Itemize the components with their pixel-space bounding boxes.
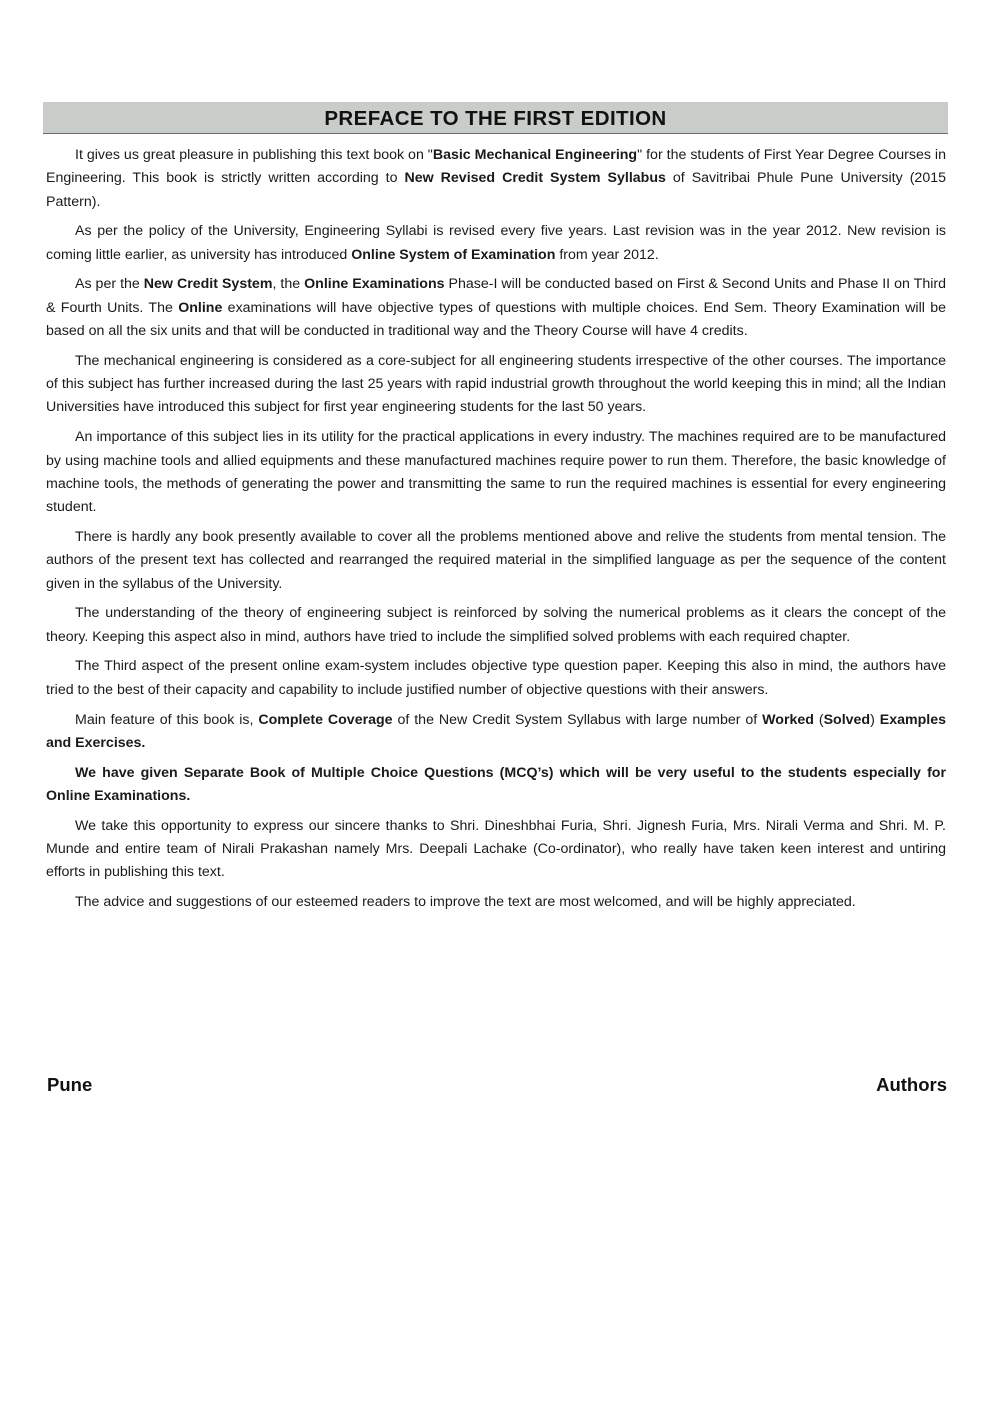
coverage-emphasis: Complete Coverage [258,711,393,728]
text-run: Phase-I will be conducted based on First & Second Units and Phase II on Third & Fourth Units. The [46,276,946,316]
paragraph-11: We take this opportunity to express our sincere thanks to Shri. Dineshbhai Furia, Shri. Jignesh Furia, Mrs. Nirali Verma and Shri. M. P. Munde and entire team of Nirali Prakashan namely Mrs. Deepali Lachake (Co-ordinator), who really have taken keen interest and untiring efforts in publishing this text. [46,817,946,881]
paragraph-9 [46,709,946,756]
signature-footer [47,1074,947,1096]
book-title-emphasis: Basic Mechanical Engineering [432,147,638,163]
text-run: from year 2012. [555,246,659,263]
text-run: , the [272,276,305,293]
syllabus-emphasis: New Revised Credit System Syllabus [404,170,666,187]
text-run: As per the policy of the University, Engineering Syllabi is revised every five years. Last revision was in the year 2012. New revision is coming little earlier, as university has introduced [46,223,946,263]
paragraph-2 [46,220,946,267]
paragraph-8: The Third aspect of the present online exam-system includes objective type question paper. Keeping this also in mind, the authors have tried to the best of their capacity and capability to include justified number of objective questions with their answers. [46,658,946,698]
mcq-note-emphasis: We have given Separate Book of Multiple Choice Questions (MCQ’s) which will be very useful to the students especially for Online Examinations. [46,764,946,804]
examples-emphasis: Examples and Exercises. [46,711,947,751]
paragraph-5: An importance of this subject lies in its utility for the practical applications in every industry. The machines required are to be manufactured by using machine tools and allied equipments and these manufactured machines require power to run them. Therefore, the basic knowledge of machine tools, the methods of generating the power and transmitting the same to run the required machines is essential for every engineering student. [46,429,946,516]
text-run: of Savitribai Phule Pune University (2015 Pattern). [46,170,946,210]
paragraph-7: The understanding of the theory of engineering subject is reinforced by solving the numerical problems as it clears the concept of the theory. Keeping this aspect also in mind, authors have tried to include the simplified solved problems with each required chapter. [46,605,946,645]
authors-label: Authors [876,1074,947,1095]
title-bar [43,102,948,134]
paragraph-1 [46,144,946,214]
paragraph-10 [46,762,946,809]
solved-emphasis: Solved [823,711,871,728]
text-run: Main feature of this book is, [75,711,259,728]
exam-system-emphasis: Online System of Examination [351,246,556,263]
credit-system-emphasis: New Credit System [143,276,273,293]
text-run: of the New Credit System Syllabus with large number of [392,711,763,728]
preface-page [43,102,948,921]
worked-emphasis: Worked [762,711,814,728]
text-run: examinations will have objective types of questions with multiple choices. End Sem. Theory Examination will be based on all the six units and that will be conducted in traditional way and the Theory Course will have 4 credits. [46,299,946,340]
online-exams-emphasis: Online Examinations [304,276,445,293]
online-emphasis: Online [178,299,223,316]
paragraph-6: There is hardly any book presently available to cover all the problems mentioned above and relive the students from mental tension. The authors of the present text has collected and rearranged the required material in the simplified language as per the sequence of the content given in the syllabus of the University. [46,528,946,592]
text-run: " for the students of First Year Degree Courses in Engineering. This book is strictly written according to [46,147,946,187]
page-title: PREFACE TO THE FIRST EDITION [324,107,667,130]
text-run: As per the [75,276,144,293]
text-run: ( [813,711,824,728]
preface-body [43,134,948,914]
paragraph-4: The mechanical engineering is considered as a core-subject for all engineering students irrespective of the other courses. The importance of this subject has further increased during the last 25 years with rapid industrial growth throughout the world keeping this in mind; all the Indian Universities have introduced this subject for first year engineering students for the last 50 years. [46,352,946,416]
paragraph-3 [46,273,946,343]
text-run: It gives us great pleasure in publishing this text book on " [75,147,433,163]
paragraph-12: The advice and suggestions of our esteemed readers to improve the text are most welcomed, and will be highly appreciated. [75,894,856,911]
place-label: Pune [47,1074,93,1095]
text-run: ) [870,711,880,728]
